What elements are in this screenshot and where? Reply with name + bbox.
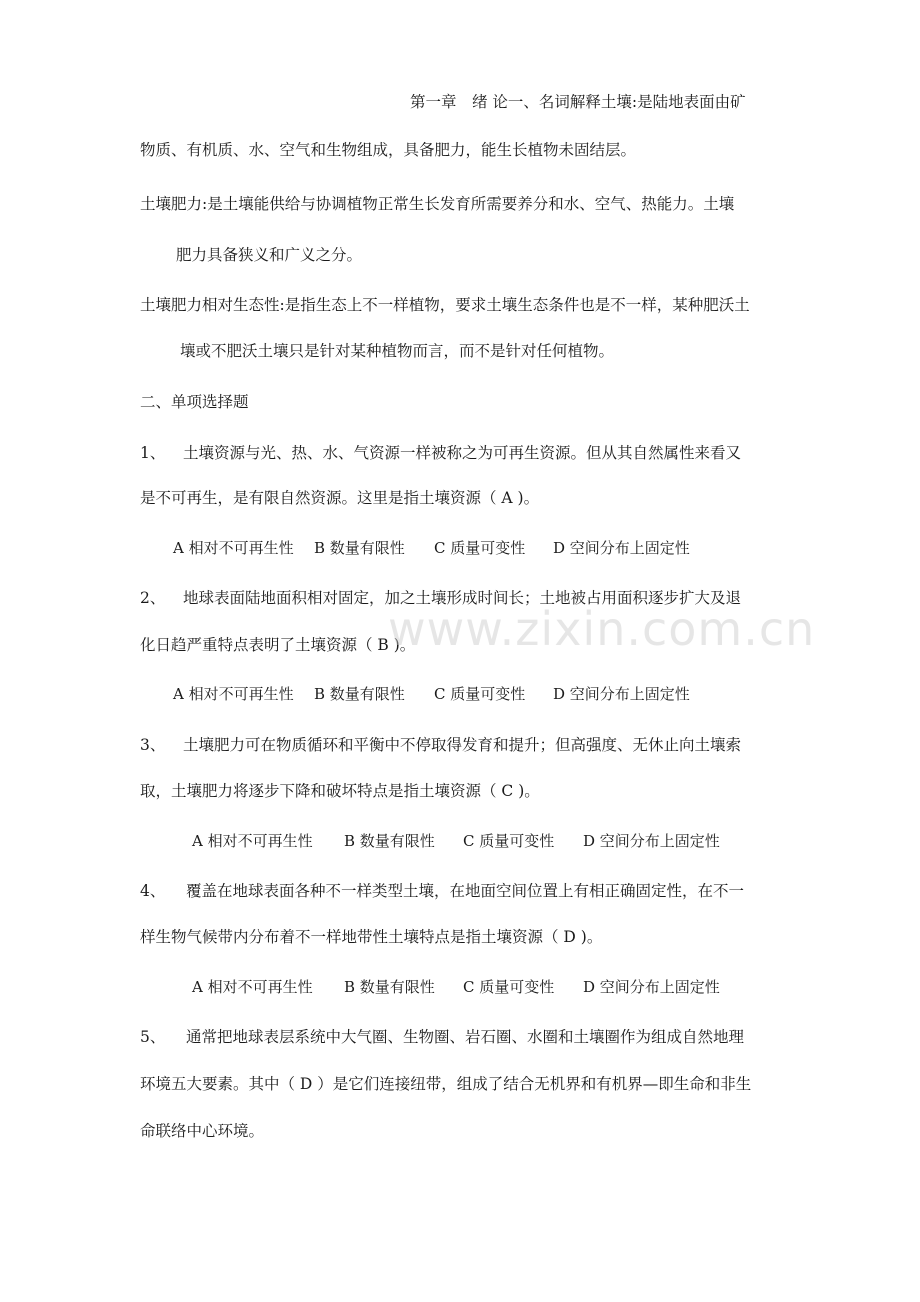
option-c: C 质量可变性 (434, 539, 526, 557)
question-number: 4、 (140, 882, 166, 900)
question-text: 覆盖在地球表面各种不一样类型土壤，在地面空间位置上有相正确固定性，在不一 (186, 882, 745, 900)
option-c: C 质量可变性 (463, 832, 555, 850)
option-b: B 数量有限性 (344, 832, 435, 850)
question-number: 5、 (140, 1028, 166, 1046)
question-text: 环境五大要素。其中（ D ）是它们连接纽带，组成了结合无机界和有机界—即生命和非生 (140, 1075, 752, 1093)
definition-ecological: 土壤肥力相对生态性:是指生态上不一样植物，要求土壤生态条件也是不一样，某种肥沃土 (140, 296, 750, 314)
definition-soil-cont: 物质、有机质、水、空气和生物组成，具备肥力，能生长植物未固结层。 (140, 141, 637, 159)
option-a: A 相对不可再生性 (173, 539, 294, 557)
question-text: 土壤资源与光、热、水、气资源一样被称之为可再生资源。但从其自然属性来看又 (183, 444, 742, 462)
option-c: C 质量可变性 (434, 685, 526, 703)
option-a: A 相对不可再生性 (192, 978, 313, 996)
option-a: A 相对不可再生性 (173, 685, 294, 703)
chapter-heading: 第一章 绪 论一、名词解释土壤:是陆地表面由矿 (410, 93, 746, 111)
question-number: 1、 (140, 444, 166, 462)
question-text: 是不可再生，是有限自然资源。这里是指土壤资源（ A )。 (140, 489, 540, 507)
option-a: A 相对不可再生性 (192, 832, 313, 850)
option-b: B 数量有限性 (344, 978, 435, 996)
option-d: D 空间分布上固定性 (583, 832, 720, 850)
question-text: 化日趋严重特点表明了土壤资源（ B )。 (140, 636, 416, 654)
question-text: 取，土壤肥力将逐步下降和破坏特点是指土壤资源（ C )。 (140, 782, 540, 800)
section-title: 二、单项选择题 (140, 393, 249, 411)
question-text: 地球表面陆地面积相对固定，加之土壤形成时间长；土地被占用面积逐步扩大及退 (183, 589, 742, 607)
question-text: 命联络中心环境。 (140, 1122, 265, 1140)
question-text: 土壤肥力可在物质循环和平衡中不停取得发育和提升；但高强度、无休止向土壤索 (183, 736, 742, 754)
option-b: B 数量有限性 (314, 539, 405, 557)
definition-fertility: 土壤肥力:是土壤能供给与协调植物正常生长发育所需要养分和水、空气、热能力。土壤 (140, 195, 735, 213)
watermark: www.zixin.com.cn (388, 602, 816, 656)
option-d: D 空间分布上固定性 (583, 978, 720, 996)
question-text: 通常把地球表层系统中大气圈、生物圈、岩石圈、水圈和土壤圈作为组成自然地理 (186, 1028, 745, 1046)
question-number: 3、 (140, 736, 166, 754)
definition-fertility-cont: 肥力具备狭义和广义之分。 (176, 246, 363, 264)
question-text: 样生物气候带内分布着不一样地带性土壤特点是指土壤资源（ D )。 (140, 928, 603, 946)
option-d: D 空间分布上固定性 (553, 539, 690, 557)
option-d: D 空间分布上固定性 (553, 685, 690, 703)
option-c: C 质量可变性 (463, 978, 555, 996)
question-number: 2、 (140, 589, 166, 607)
option-b: B 数量有限性 (314, 685, 405, 703)
definition-ecological-cont: 壤或不肥沃土壤只是针对某种植物而言，而不是针对任何植物。 (180, 342, 615, 360)
